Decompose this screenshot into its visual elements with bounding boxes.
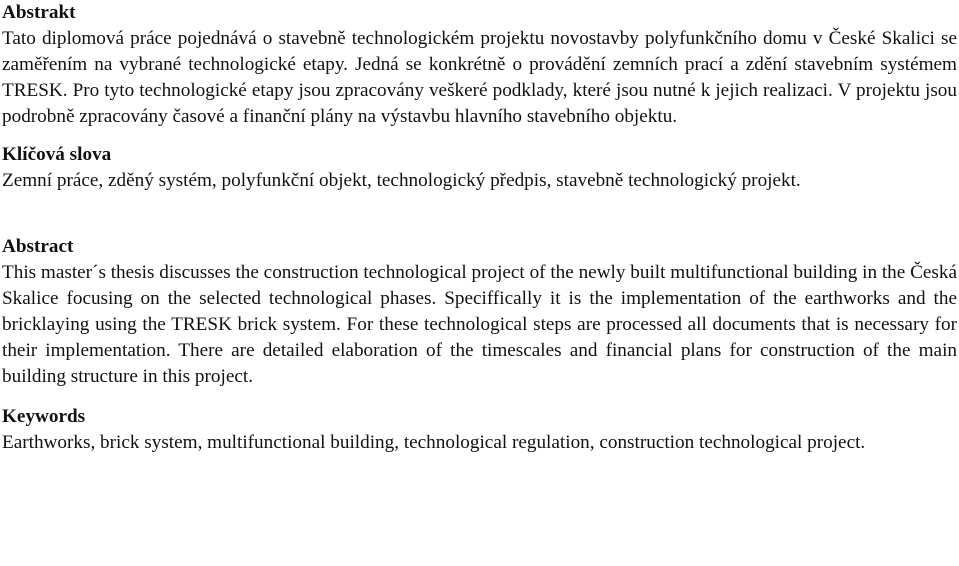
klicova-slova-heading: Klíčová slova (2, 144, 112, 165)
abstrakt-heading: Abstrakt (2, 2, 76, 23)
document-page (2, 0, 957, 456)
keywords-text: Earthworks, brick system, multifunctional building, technological regulation, construction technological project. (2, 432, 866, 453)
abstract-section (2, 234, 957, 390)
abstract-text: This master´s thesis discusses the construction technological project of the newly built multifunctional building in the Česká Skalice focusing on the selected technological phases. Speciffically it is the implementation of the earthworks and the bricklaying using the TRESK brick system. For these technological steps are processed all documents that is necessary for their implementation. There are detailed elaboration of the timescales and financial plans for construction of the main building structure in this project. (2, 262, 957, 387)
spacer (2, 390, 957, 404)
keywords-heading: Keywords (2, 406, 86, 427)
abstract-heading: Abstract (2, 236, 74, 257)
abstrakt-text: Tato diplomová práce pojednává o stavebně technologickém projektu novostavby polyfunkčního domu v České Skalici se zaměřením na vybrané technologické etapy. Jedná se konkrétně o provádění zemních prací a zdění stavebním systémem TRESK. Pro tyto technologické etapy jsou zpracovány veškeré podklady, které jsou nutné k jejich realizaci. V projektu jsou podrobně zpracovány časové a finanční plány na výstavbu hlavního stavebního objektu. (2, 28, 957, 127)
spacer (2, 194, 957, 234)
abstrakt-section (2, 0, 957, 130)
klicova-slova-text: Zemní práce, zděný systém, polyfunkční objekt, technologický předpis, stavebně technologický projekt. (2, 170, 801, 191)
spacer (2, 130, 957, 142)
keywords-section (2, 404, 957, 456)
klicova-slova-section (2, 142, 957, 194)
